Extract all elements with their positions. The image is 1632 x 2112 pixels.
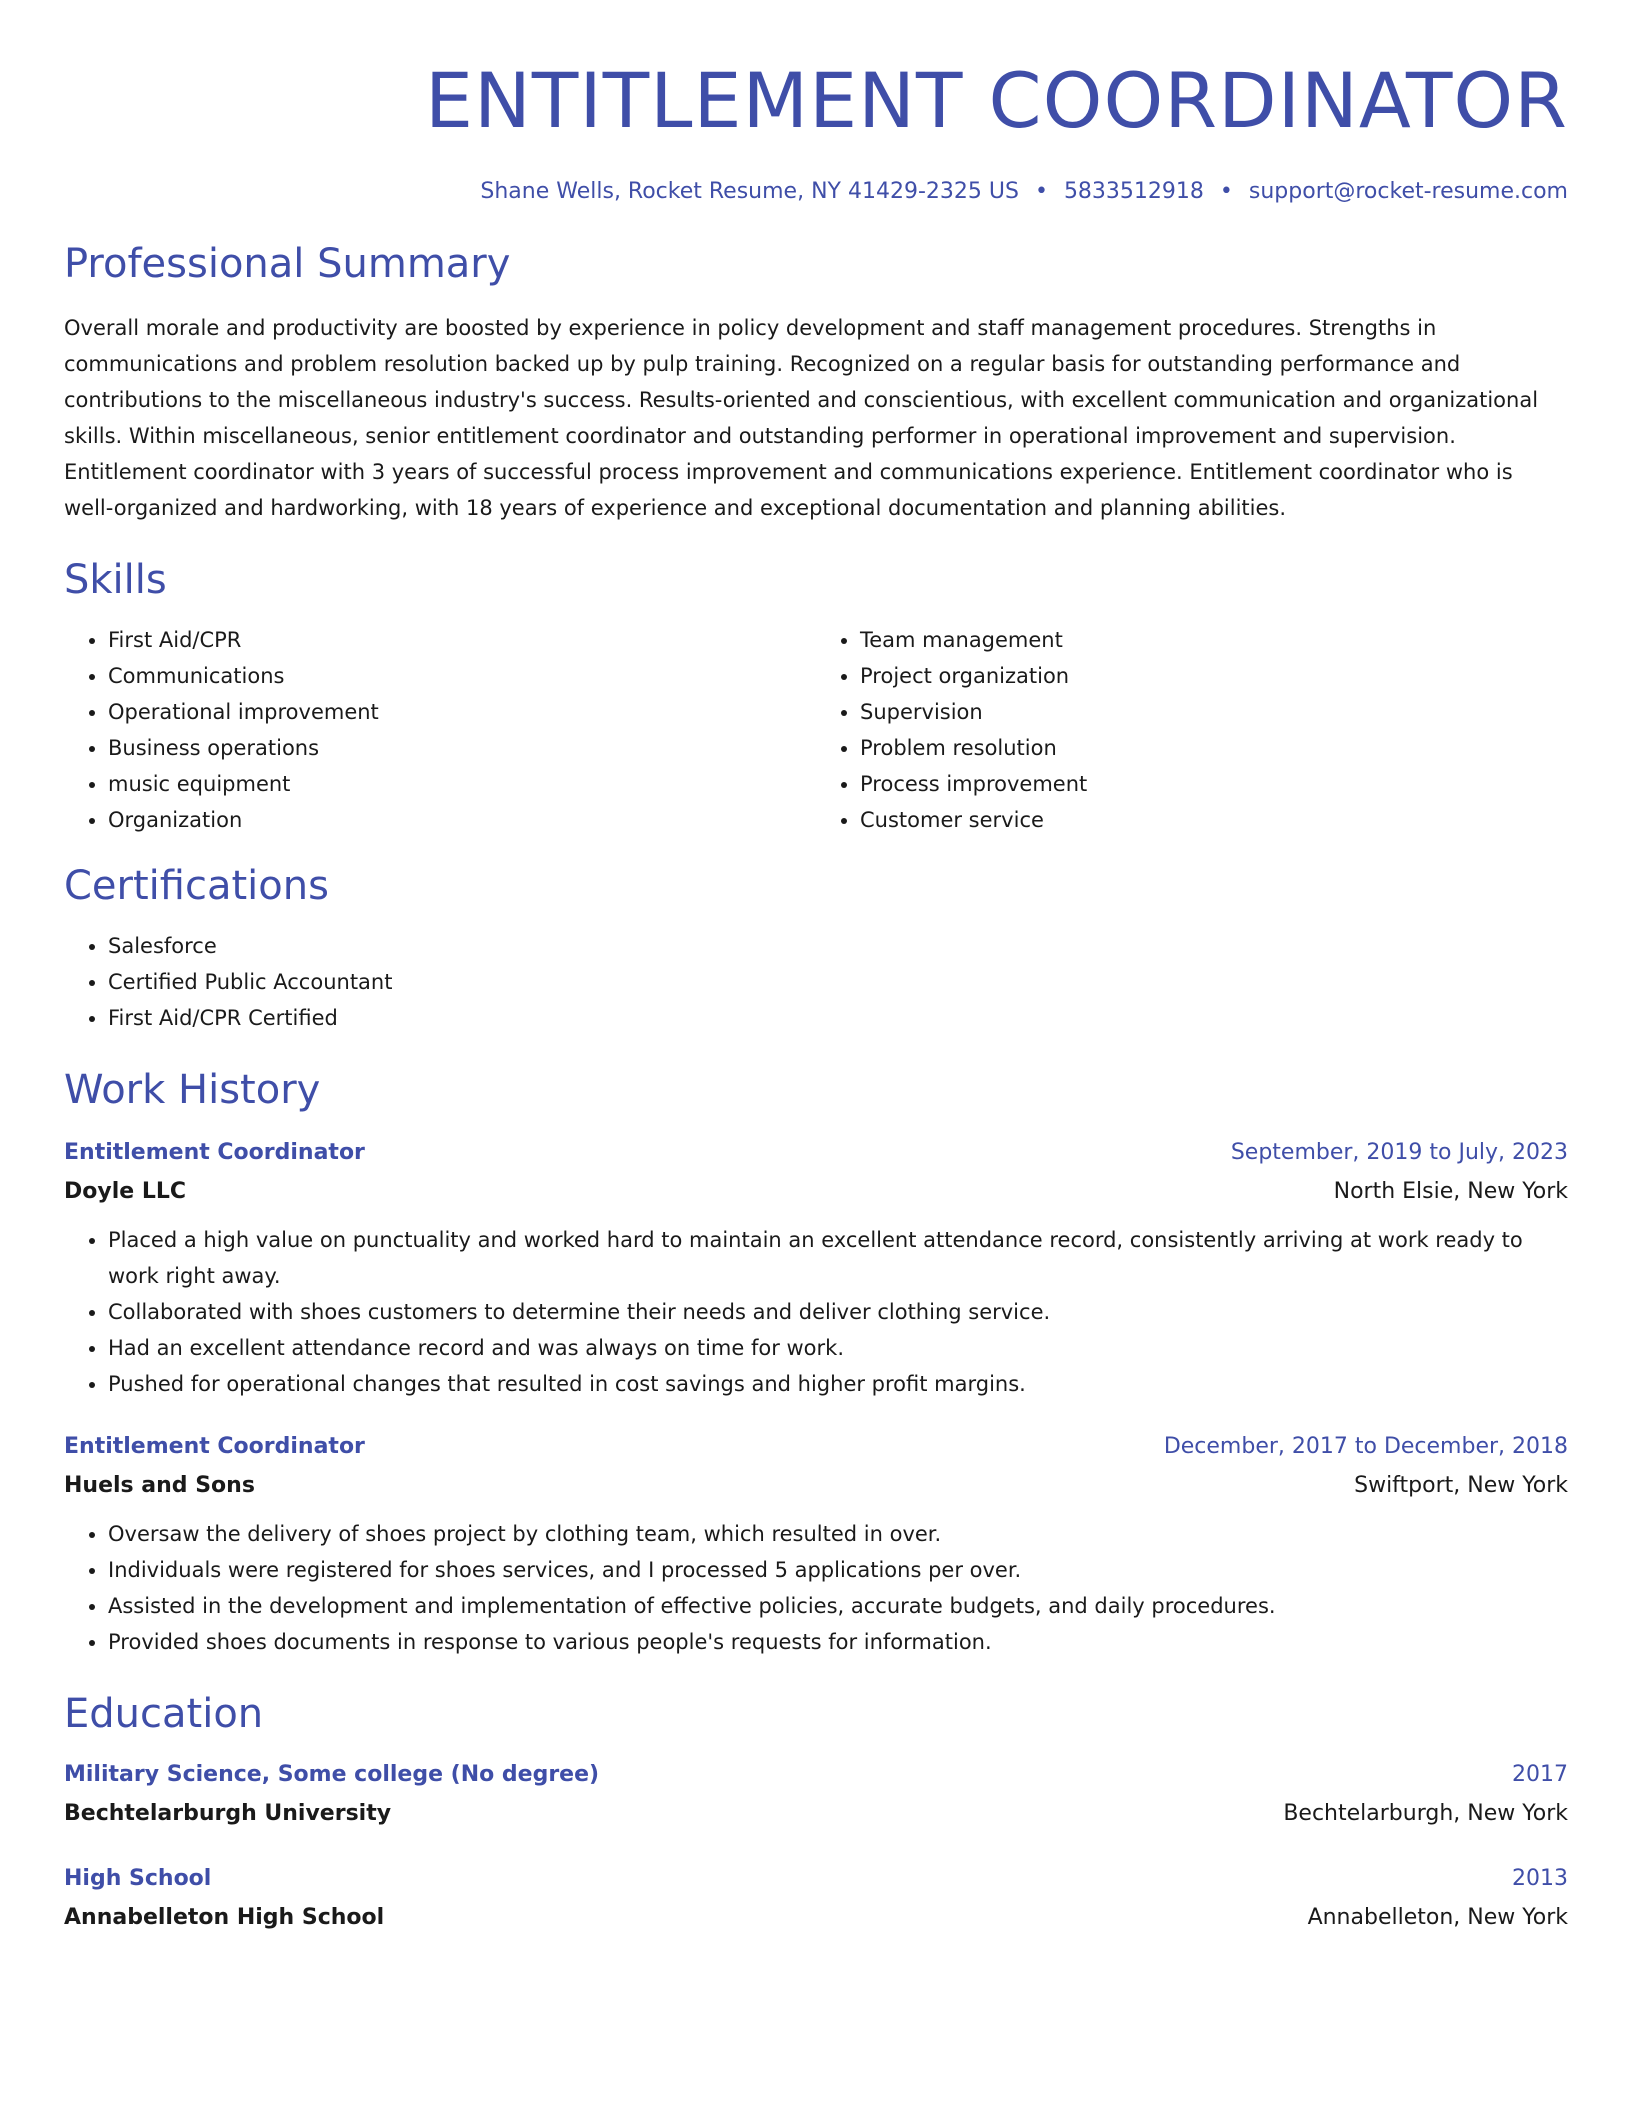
certification-item: • Certified Public Accountant (108, 964, 1568, 1000)
job-dates: September, 2019 to July, 2023 (1230, 1140, 1568, 1165)
job-entry (64, 1134, 1568, 1402)
summary-text: Overall morale and productivity are boosted by experience in policy development and staff management procedures. Strengths in communications and problem resolution backed up by pulp training. Recognized on a regular basis for outstanding performance and contributions to the miscellaneous industry's success. Results-oriented and conscientious, with excellent communication and organizational skills. Within miscellaneous, senior entitlement coordinator and outstanding performer in operational improvement and supervision. Entitlement coordinator with 3 years of successful process improvement and communications experience. Entitlement coordinator who is well-organized and hardworking, with 18 years of experience and exceptional documentation and planning abilities. (64, 316, 1539, 520)
job-company: Doyle LLC (64, 1179, 187, 1204)
job-role: Entitlement Coordinator (64, 1434, 365, 1459)
education-entry (64, 1756, 1568, 1834)
section-heading-summary: Professional Summary (64, 241, 511, 287)
education-location: Annabelleton, New York (1307, 1905, 1568, 1930)
job-bullet: • Provided shoes documents in response to various people's requests for information. (108, 1624, 1568, 1660)
education-location: Bechtelarburgh, New York (1283, 1801, 1568, 1826)
education-school: Annabelleton High School (64, 1905, 385, 1930)
job-bullet: • Placed a high value on punctuality and worked hard to maintain an excellent attendance record, consistently arriving at work ready to work right away. (108, 1222, 1568, 1294)
job-company: Huels and Sons (64, 1473, 255, 1498)
certification-item: • Salesforce (108, 928, 1568, 964)
contact-separator: • (1219, 179, 1233, 204)
education-degree: Military Science, Some college (No degree) (64, 1762, 600, 1787)
job-bullets (64, 1516, 1568, 1660)
education-header-row (64, 1756, 1568, 1794)
skills-list-left (64, 622, 816, 838)
work-history-section (64, 1064, 1568, 1660)
skill-item: • Problem resolution (860, 730, 1568, 766)
job-dates: December, 2017 to December, 2018 (1163, 1434, 1568, 1459)
skills-section (64, 554, 1568, 838)
education-year: 2013 (1512, 1866, 1568, 1891)
skill-item: • Organization (108, 802, 816, 838)
section-heading-skills: Skills (64, 557, 167, 603)
education-section (64, 1688, 1568, 1938)
contact-separator: • (1034, 179, 1048, 204)
job-bullet: • Collaborated with shoes customers to determine their needs and deliver clothing service. (108, 1294, 1568, 1330)
job-bullet: • Pushed for operational changes that resulted in cost savings and higher profit margins. (108, 1366, 1568, 1402)
job-entry (64, 1428, 1568, 1660)
skill-item: • Operational improvement (108, 694, 816, 730)
resume-header (64, 0, 1568, 208)
certifications-list (64, 928, 1568, 1036)
section-heading-certifications: Certifications (64, 863, 329, 909)
job-header-row (64, 1134, 1568, 1172)
skill-item: • Business operations (108, 730, 816, 766)
education-degree: High School (64, 1866, 212, 1891)
job-header-row (64, 1428, 1568, 1466)
job-bullet: • Individuals were registered for shoes services, and I processed 5 applications per over. (108, 1552, 1568, 1588)
certification-item: • First Aid/CPR Certified (108, 1000, 1568, 1036)
skill-item: • Communications (108, 658, 816, 694)
education-header-row (64, 1860, 1568, 1898)
education-school-row (64, 1794, 1568, 1834)
contact-address: Shane Wells, Rocket Resume, NY 41429-2325 US (480, 179, 1019, 204)
job-company-row (64, 1172, 1568, 1212)
job-bullet: • Assisted in the development and implementation of effective policies, accurate budgets, and daily procedures. (108, 1588, 1568, 1624)
skill-item: • Process improvement (860, 766, 1568, 802)
education-entry (64, 1860, 1568, 1938)
section-heading-education: Education (64, 1691, 264, 1737)
skill-item: • Project organization (860, 658, 1568, 694)
skill-item: • Team management (860, 622, 1568, 658)
job-role: Entitlement Coordinator (64, 1140, 365, 1165)
job-location: North Elsie, New York (1333, 1179, 1568, 1204)
job-bullet: • Oversaw the delivery of shoes project by clothing team, which resulted in over. (108, 1516, 1568, 1552)
job-location: Swiftport, New York (1354, 1473, 1568, 1498)
skill-item: • Supervision (860, 694, 1568, 730)
skill-item: • music equipment (108, 766, 816, 802)
education-school: Bechtelarburgh University (64, 1801, 392, 1826)
education-year: 2017 (1512, 1762, 1568, 1787)
skill-item: • First Aid/CPR (108, 622, 816, 658)
contact-email: support@rocket-resume.com (1248, 179, 1568, 204)
contact-line (64, 176, 1568, 208)
section-heading-work-history: Work History (64, 1067, 321, 1113)
skills-grid (64, 622, 1568, 838)
education-school-row (64, 1898, 1568, 1938)
job-company-row (64, 1466, 1568, 1506)
contact-phone: 5833512918 (1063, 179, 1204, 204)
skills-list-right (816, 622, 1568, 838)
job-bullets (64, 1222, 1568, 1402)
skill-item: • Customer service (860, 802, 1568, 838)
certifications-section (64, 860, 1568, 1036)
summary-section (64, 238, 1568, 526)
job-bullet: • Had an excellent attendance record and was always on time for work. (108, 1330, 1568, 1366)
job-title: ENTITLEMENT COORDINATOR (425, 56, 1568, 145)
